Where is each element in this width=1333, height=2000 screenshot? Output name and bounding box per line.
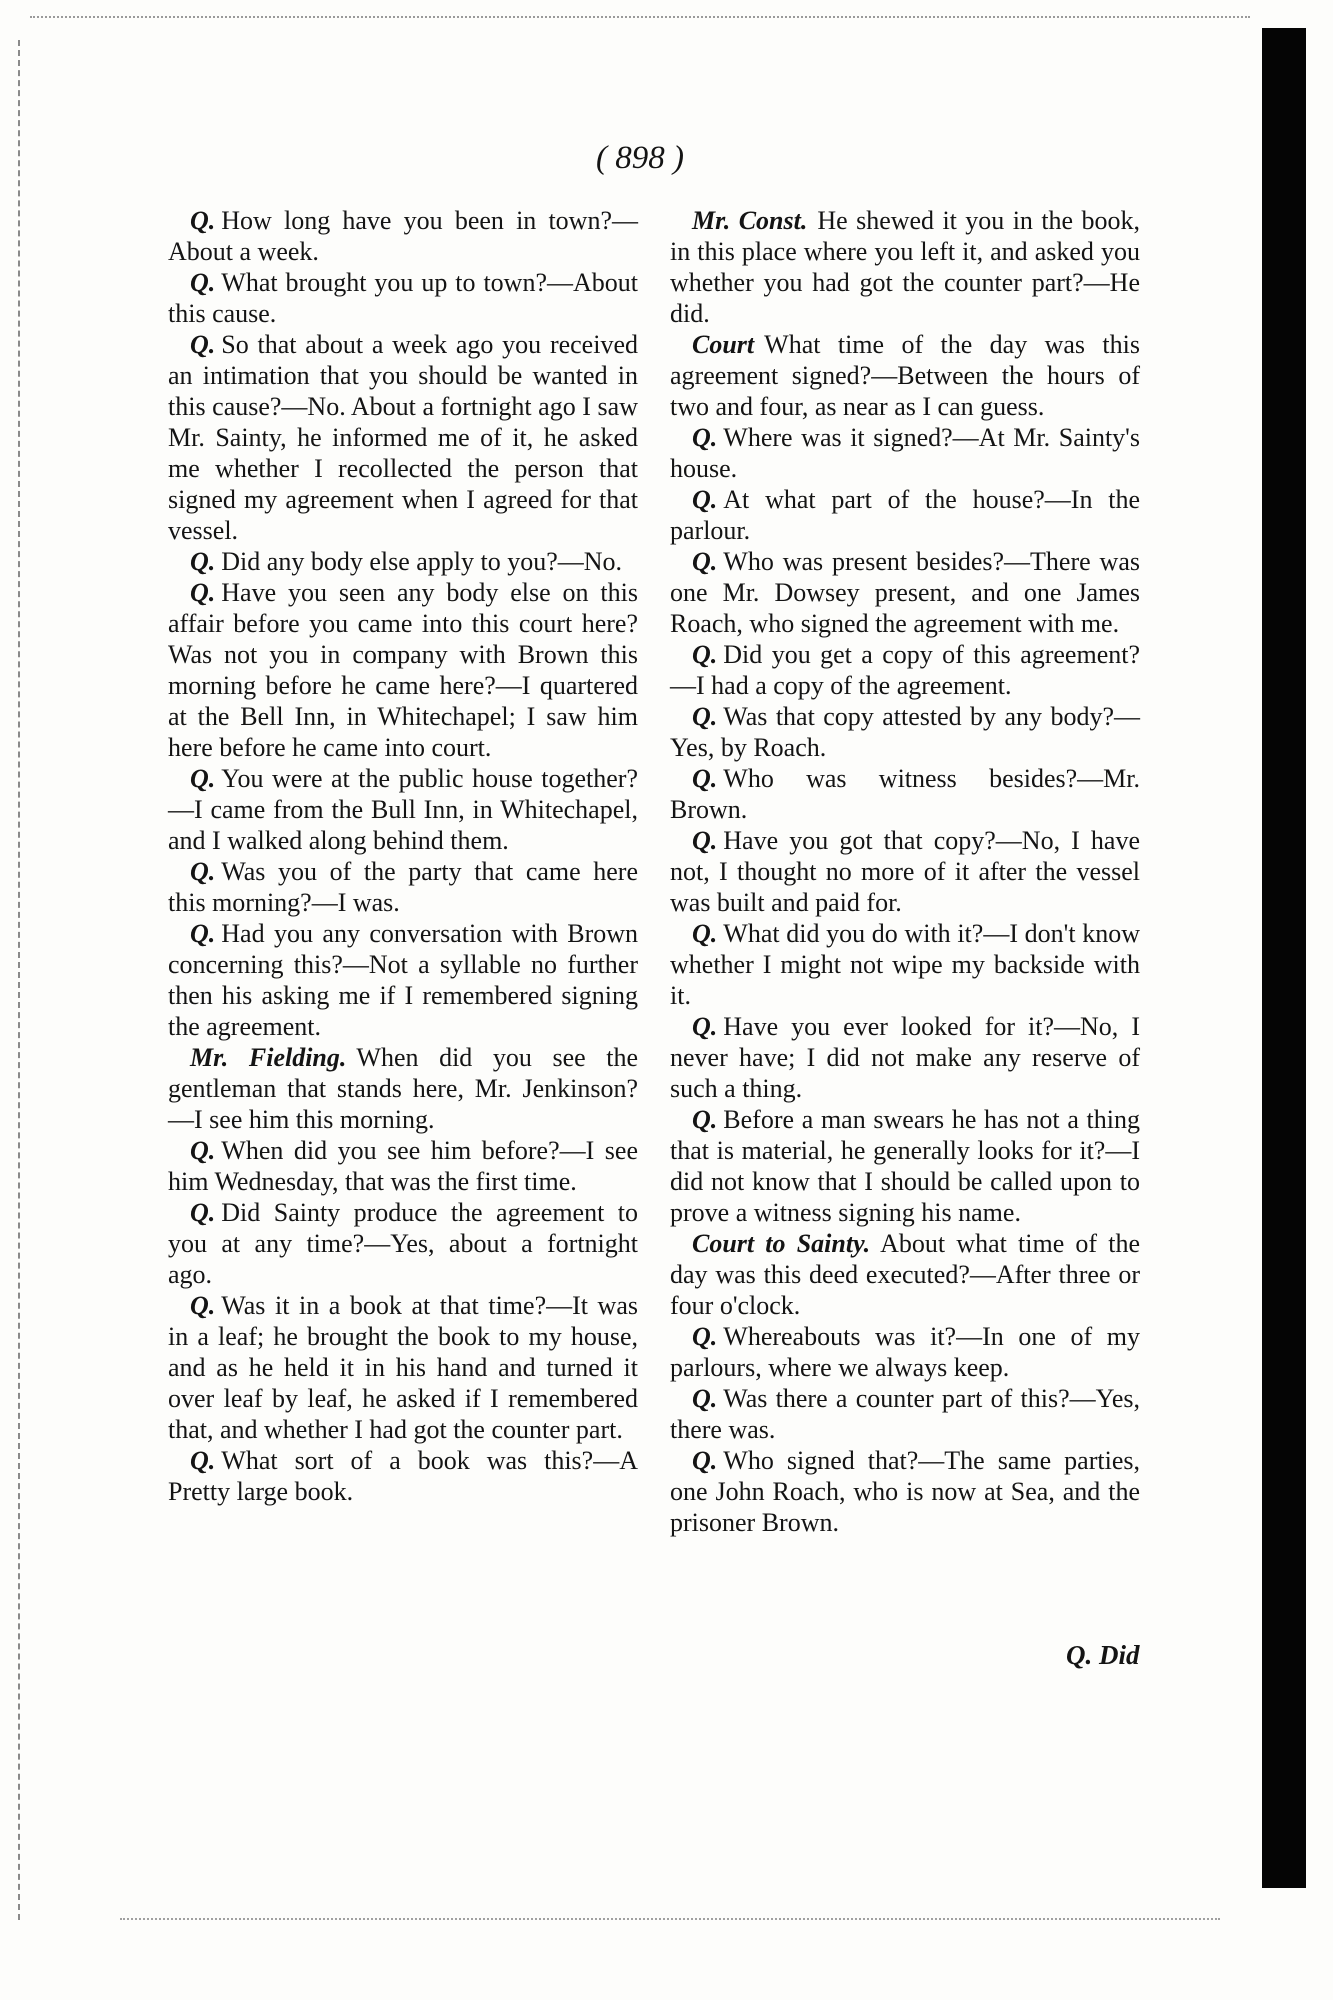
question-marker: Q.: [692, 640, 718, 669]
testimony-paragraph: [670, 1011, 1140, 1104]
testimony-text: So that about a week ago you received an intimation that you should be wanted in this cause?—No. About a fortnight ago I saw Mr. Sainty, he informed me of it, he asked me whether I recollected the person that signed my agreement when I agreed for that vessel.: [168, 330, 638, 545]
testimony-text: At what part of the house?—In the parlour.: [670, 485, 1140, 545]
testimony-text: Have you ever looked for it?—No, I never have; I did not make any reserve of such a thing.: [670, 1012, 1140, 1103]
question-marker: Q.: [190, 547, 216, 576]
testimony-text: Was it in a book at that time?—It was in a leaf; he brought the book to my house, and as he held it in his hand and turned it over leaf by leaf, he asked if I remembered that, and whether I had got the counter part.: [168, 1291, 638, 1444]
testimony-paragraph: [670, 1321, 1140, 1383]
question-marker: Q.: [190, 764, 216, 793]
question-marker: Q.: [190, 206, 216, 235]
testimony-text: About what time of the day was this deed executed?—After three or four o'clock.: [670, 1229, 1140, 1320]
testimony-paragraph: [670, 205, 1140, 329]
question-marker: Q.: [692, 919, 718, 948]
question-marker: Q.: [190, 1291, 216, 1320]
testimony-paragraph: [168, 763, 638, 856]
question-marker: Q.: [692, 1446, 718, 1475]
testimony-text: What did you do with it?—I don't know whether I might not wipe my backside with it.: [670, 919, 1140, 1010]
testimony-text: Before a man swears he has not a thing that is material, he generally looks for it?—I did not know that I should be called upon to prove a witness signing his name.: [670, 1105, 1140, 1227]
testimony-text: When did you see him before?—I see him Wednesday, that was the first time.: [168, 1136, 638, 1196]
testimony-paragraph: [168, 329, 638, 546]
testimony-text: What sort of a book was this?—A Pretty large book.: [168, 1446, 638, 1506]
speaker-label: Mr. Const.: [692, 206, 808, 235]
testimony-text: Have you got that copy?—No, I have not, I thought no more of it after the vessel was built and paid for.: [670, 826, 1140, 917]
question-marker: Q.: [692, 1012, 718, 1041]
testimony-text: Where was it signed?—At Mr. Sainty's house.: [670, 423, 1140, 483]
testimony-paragraph: [670, 639, 1140, 701]
testimony-paragraph: [168, 856, 638, 918]
question-marker: Q.: [190, 268, 216, 297]
testimony-paragraph: [168, 1135, 638, 1197]
testimony-paragraph: [670, 918, 1140, 1011]
question-marker: Q.: [692, 423, 718, 452]
testimony-paragraph: [670, 1383, 1140, 1445]
speaker-label: Mr. Fielding.: [190, 1043, 347, 1072]
testimony-paragraph: [168, 205, 638, 267]
speaker-label: Court: [692, 330, 755, 359]
testimony-text: Who was present besides?—There was one Mr. Dowsey present, and one James Roach, who signed the agreement with me.: [670, 547, 1140, 638]
testimony-text: You were at the public house together?—I came from the Bull Inn, in Whitechapel, and I walked along behind them.: [168, 764, 638, 855]
question-marker: Q.: [692, 1105, 718, 1134]
question-marker: Q.: [190, 1198, 216, 1227]
testimony-paragraph: [168, 546, 638, 577]
testimony-paragraph: [168, 1290, 638, 1445]
testimony-text: Have you seen any body else on this affair before you came into this court here? Was not you in company with Brown this morning before he came here?—I quartered at the Bell Inn, in Whitechapel; I saw him here before he came into court.: [168, 578, 638, 762]
question-marker: Q.: [190, 857, 216, 886]
testimony-paragraph: [168, 1445, 638, 1507]
testimony-paragraph: [670, 763, 1140, 825]
testimony-text: Whereabouts was it?—In one of my parlours, where we always keep.: [670, 1322, 1140, 1382]
question-marker: Q.: [692, 702, 718, 731]
left-column: [168, 205, 638, 1507]
page-number: ( 898 ): [596, 140, 684, 176]
testimony-paragraph: [670, 484, 1140, 546]
question-marker: Q.: [190, 578, 216, 607]
testimony-text: Had you any conversation with Brown concerning this?—Not a syllable no further then his asking me if I remembered signing the agreement.: [168, 919, 638, 1041]
testimony-text: When did you see the gentleman that stands here, Mr. Jenkinson?—I see him this morning.: [168, 1043, 638, 1134]
testimony-paragraph: [670, 329, 1140, 422]
testimony-text: Was there a counter part of this?—Yes, there was.: [670, 1384, 1140, 1444]
question-marker: Q.: [692, 485, 718, 514]
question-marker: Q.: [692, 826, 718, 855]
testimony-text: Did any body else apply to you?—No.: [221, 547, 623, 576]
testimony-paragraph: [168, 267, 638, 329]
question-marker: Q.: [692, 1322, 718, 1351]
testimony-paragraph: [168, 918, 638, 1042]
testimony-text: Who signed that?—The same parties, one John Roach, who is now at Sea, and the prisoner Brown.: [670, 1446, 1140, 1537]
binding-margin: [18, 40, 36, 1920]
testimony-text: He shewed it you in the book, in this place where you left it, and asked you whether you had got the counter part?—He did.: [670, 206, 1140, 328]
testimony-text: What brought you up to town?—About this cause.: [168, 268, 638, 328]
right-column: [670, 205, 1140, 1538]
testimony-text: Who was witness besides?—Mr. Brown.: [670, 764, 1140, 824]
question-marker: Q.: [190, 1446, 216, 1475]
testimony-paragraph: [168, 1042, 638, 1135]
catchword: Q. Did: [1066, 1640, 1140, 1670]
page-bottom-edge: [120, 1918, 1220, 1920]
testimony-paragraph: [670, 1228, 1140, 1321]
testimony-text: Did you get a copy of this agreement?—I had a copy of the agreement.: [670, 640, 1140, 700]
testimony-paragraph: [168, 1197, 638, 1290]
scan-edge-shadow: [1262, 28, 1306, 1888]
testimony-text: Was that copy attested by any body?—Yes, by Roach.: [670, 702, 1140, 762]
testimony-text: Did Sainty produce the agreement to you at any time?—Yes, about a fortnight ago.: [168, 1198, 638, 1289]
testimony-paragraph: [670, 825, 1140, 918]
testimony-paragraph: [670, 546, 1140, 639]
testimony-paragraph: [168, 577, 638, 763]
page-top-edge: [30, 16, 1250, 18]
question-marker: Q.: [692, 1384, 718, 1413]
testimony-text: Was you of the party that came here this morning?—I was.: [168, 857, 638, 917]
testimony-text: How long have you been in town?—About a week.: [168, 206, 638, 266]
speaker-label: Court to Sainty.: [692, 1229, 871, 1258]
question-marker: Q.: [692, 764, 718, 793]
testimony-paragraph: [670, 422, 1140, 484]
question-marker: Q.: [692, 547, 718, 576]
testimony-text: What time of the day was this agreement signed?—Between the hours of two and four, as near as I can guess.: [670, 330, 1140, 421]
testimony-paragraph: [670, 1445, 1140, 1538]
question-marker: Q.: [190, 1136, 216, 1165]
testimony-paragraph: [670, 701, 1140, 763]
question-marker: Q.: [190, 330, 216, 359]
question-marker: Q.: [190, 919, 216, 948]
testimony-paragraph: [670, 1104, 1140, 1228]
